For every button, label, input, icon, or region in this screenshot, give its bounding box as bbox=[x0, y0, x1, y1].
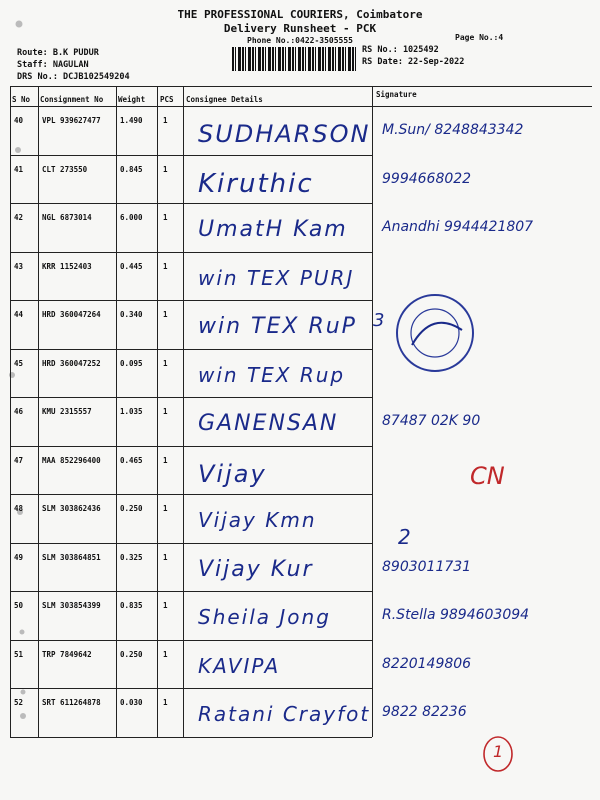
row-sno: 52 bbox=[14, 698, 24, 707]
row-consignee-handwritten: Vijay bbox=[198, 459, 267, 488]
drs-number: DRS No.: DCJB102549204 bbox=[17, 72, 130, 82]
row-pcs: 1 bbox=[163, 601, 168, 610]
row-weight: 0.250 bbox=[120, 649, 143, 659]
row-consignment-no: SLM 303864851 bbox=[42, 552, 101, 562]
row-consignment-no: CLT 273550 bbox=[42, 164, 88, 174]
row-weight: 0.250 bbox=[120, 504, 143, 513]
row-consignee-handwritten: Ratani Crayfot bbox=[198, 702, 371, 726]
row-weight: 6.000 bbox=[120, 213, 143, 222]
row-signature-handwritten: CN bbox=[470, 461, 505, 490]
col-sno: S No bbox=[12, 95, 31, 104]
row-consignee-handwritten: UmatH Kam bbox=[198, 217, 348, 242]
row-sno: 45 bbox=[14, 358, 24, 368]
row-weight: 0.445 bbox=[120, 261, 143, 271]
col-weight: Weight bbox=[118, 95, 146, 104]
row-sno: 41 bbox=[14, 164, 24, 174]
row-weight: 0.835 bbox=[120, 601, 143, 610]
phone-number: Phone No.:0422-3505555 bbox=[247, 36, 353, 45]
row-signature-handwritten: 8903011731 bbox=[382, 558, 472, 575]
row-consignee-handwritten: SUDHARSON bbox=[198, 120, 371, 148]
row-pcs: 1 bbox=[163, 261, 168, 271]
row-consignment-no: VPL 939627477 bbox=[42, 116, 101, 125]
row-signature-handwritten: 9994668022 bbox=[382, 170, 472, 187]
row-sno: 42 bbox=[14, 213, 24, 222]
row-consignment-no: SLM 303862436 bbox=[42, 504, 101, 513]
row-weight: 1.035 bbox=[120, 407, 143, 416]
staff: Staff: NAGULAN bbox=[17, 60, 89, 70]
rs-number: RS No.: 1025492 bbox=[362, 45, 439, 55]
row-consignee-handwritten: KAVIPA bbox=[198, 653, 281, 678]
row-pcs: 1 bbox=[163, 213, 168, 222]
row-signature-handwritten: M.Sun/ 8248843342 bbox=[382, 122, 524, 138]
row-consignee-handwritten: Vijay Kmn bbox=[198, 508, 317, 532]
row-pcs: 1 bbox=[163, 164, 168, 174]
row-sno: 51 bbox=[14, 649, 24, 659]
row-consignment-no: SLM 303854399 bbox=[42, 601, 101, 610]
row-consignment-no: TRP 7849642 bbox=[42, 649, 92, 659]
row-signature-handwritten: 8220149806 bbox=[382, 655, 472, 672]
row-consignment-no: NGL 6873014 bbox=[42, 213, 92, 222]
row-consignment-no: HRD 360047264 bbox=[42, 310, 101, 319]
row-signature-handwritten: 9822 82236 bbox=[382, 704, 467, 720]
row-consignee-handwritten: Sheila Jong bbox=[198, 605, 331, 629]
row-consignee-handwritten: Kiruthic bbox=[198, 168, 314, 199]
row-weight: 0.845 bbox=[120, 164, 143, 174]
bracket-annotation-2: 2 bbox=[398, 525, 411, 549]
row-pcs: 1 bbox=[163, 310, 168, 319]
row-pcs: 1 bbox=[163, 358, 168, 368]
row-pcs: 1 bbox=[163, 698, 168, 707]
row-pcs: 1 bbox=[163, 504, 168, 513]
route: Route: B.K PUDUR bbox=[17, 48, 99, 58]
row-weight: 0.465 bbox=[120, 455, 143, 465]
row-weight: 0.095 bbox=[120, 358, 143, 368]
row-weight: 0.340 bbox=[120, 310, 143, 319]
row-signature-handwritten: R.Stella 9894603094 bbox=[382, 607, 530, 623]
row-consignment-no: HRD 360047252 bbox=[42, 358, 101, 368]
col-signature: Signature bbox=[376, 90, 417, 99]
row-pcs: 1 bbox=[163, 649, 168, 659]
col-pcs: PCS bbox=[160, 95, 174, 104]
document-title: Delivery Runsheet - PCK bbox=[223, 22, 377, 35]
row-sno: 44 bbox=[14, 310, 24, 319]
row-consignee-handwritten: win TEX PURJ bbox=[198, 265, 355, 290]
row-sno: 50 bbox=[14, 601, 24, 610]
row-weight: 0.030 bbox=[120, 698, 143, 707]
row-consignment-no: KRR 1152403 bbox=[42, 261, 92, 271]
circled-number-text: 1 bbox=[493, 742, 504, 761]
barcode bbox=[232, 47, 357, 71]
row-weight: 1.490 bbox=[120, 116, 143, 125]
row-pcs: 1 bbox=[163, 552, 168, 562]
row-consignment-no: SRT 611264878 bbox=[42, 698, 101, 707]
row-consignment-no: MAA 852296400 bbox=[42, 455, 101, 465]
page-number: Page No.:4 bbox=[455, 33, 504, 42]
col-consignee: Consignee Details bbox=[186, 95, 263, 104]
row-sno: 47 bbox=[14, 455, 24, 465]
row-sno: 40 bbox=[14, 116, 24, 125]
row-pcs: 1 bbox=[163, 407, 168, 416]
row-consignee-handwritten: win TEX RuP bbox=[198, 314, 357, 339]
row-consignee-handwritten: win TEX Rup bbox=[198, 362, 346, 387]
row-signature-handwritten: 87487 02K 90 bbox=[382, 413, 481, 429]
col-consignment: Consignment No bbox=[40, 95, 104, 104]
row-sno: 46 bbox=[14, 407, 24, 416]
rs-date: RS Date: 22-Sep-2022 bbox=[362, 57, 465, 67]
row-consignment-no: KMU 2315557 bbox=[42, 407, 92, 416]
row-pcs: 1 bbox=[163, 455, 168, 465]
company-stamp bbox=[392, 290, 478, 376]
row-sno: 49 bbox=[14, 552, 24, 562]
row-pcs: 1 bbox=[163, 116, 168, 125]
row-sno: 43 bbox=[14, 261, 24, 271]
row-signature-handwritten: Anandhi 9944421807 bbox=[382, 219, 534, 235]
row-weight: 0.325 bbox=[120, 552, 143, 562]
row-consignee-handwritten: GANENSAN bbox=[198, 411, 339, 436]
row-sno: 48 bbox=[14, 504, 24, 513]
company-name: THE PROFESSIONAL COURIERS, Coimbatore bbox=[177, 8, 423, 21]
bracket-annotation-3: 3 bbox=[373, 310, 385, 331]
row-consignee-handwritten: Vijay Kur bbox=[198, 556, 314, 582]
